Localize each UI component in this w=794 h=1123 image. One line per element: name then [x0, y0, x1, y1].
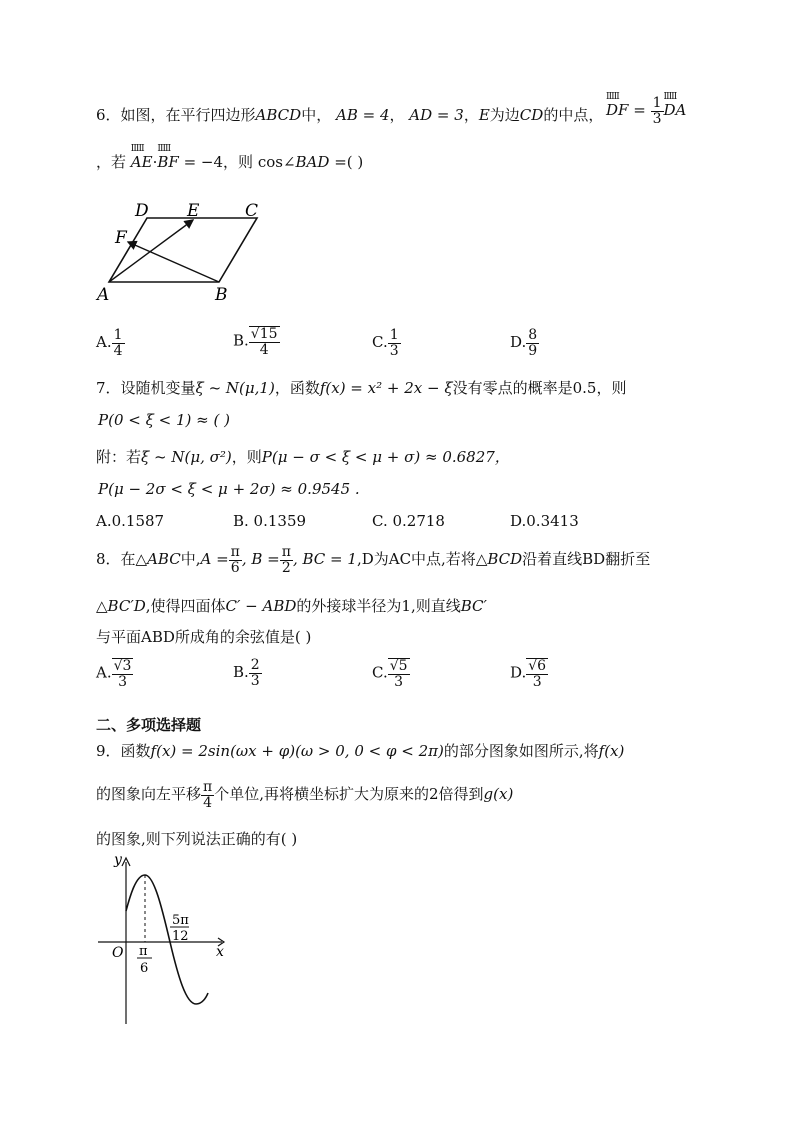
q7-distribution: ξ ~ N(μ,1) [195, 379, 275, 397]
tick-5pi-12-den: 12 [172, 929, 189, 944]
q6-df-expression [606, 92, 687, 127]
option-fraction [388, 658, 410, 689]
parallelogram-figure [95, 198, 270, 308]
q7-line3 [96, 446, 510, 467]
side-bc: , BC = 1 [292, 550, 357, 569]
label-f: F [115, 228, 127, 248]
q9-text: 个单位,再将横坐标扩大为原来的2倍得到 [214, 785, 484, 804]
frac-den: 3 [652, 110, 662, 127]
frac-num: 8 [528, 327, 538, 343]
q6-line2 [96, 144, 364, 172]
vector-df-label: DF [606, 101, 629, 120]
tetrahedron: C′ − ABD [225, 597, 297, 615]
frac-num: √15 [250, 326, 278, 342]
q7-function: f(x) = x² + 2x − ξ [319, 379, 453, 397]
fraction-pi-6 [229, 545, 242, 575]
option-fraction [388, 328, 401, 358]
vector-bf [157, 144, 179, 171]
q6-text: 中， [301, 106, 332, 124]
tick-pi-6-den: 6 [140, 961, 149, 976]
option-letter: C. [372, 333, 388, 352]
q9-line3: 的图象,则下列说法正确的有( ) [96, 830, 298, 848]
option-letter: A. [96, 663, 112, 682]
fraction-one-third [651, 96, 664, 126]
vector-da [663, 92, 687, 120]
triangle-bc-prime-d: △BC′D [96, 597, 146, 615]
frac-num: π [230, 544, 240, 560]
q7-normal: ξ ~ N(μ, σ²) [141, 448, 232, 466]
option-letter: B. [233, 331, 249, 350]
q6-text: 6．如图，在平行四边形 [96, 106, 256, 124]
q6-text: 为边 [489, 106, 520, 124]
q9-g: g(x) [483, 785, 514, 804]
angle-bad: BAD [295, 153, 330, 171]
option-fraction [526, 328, 539, 358]
vector-da-label: DA [663, 101, 687, 120]
q9-line1 [96, 740, 624, 761]
q7-option-c[interactable]: C. 0.2718 [372, 512, 445, 530]
q9-text: 9．函数 [96, 742, 151, 760]
line-bc-prime: BC′ [460, 597, 487, 615]
frac-den: 3 [394, 673, 404, 690]
option-fraction [526, 658, 548, 689]
q9-function: f(x) = 2sin(ωx + φ)(ω > 0, 0 < φ < 2π) [150, 742, 444, 760]
answer-paren: =( ) [334, 153, 364, 171]
q8-line3: 与平面ABD所成角的余弦值是( ) [96, 628, 312, 646]
q7-text: ，函数 [274, 379, 320, 397]
dot-operator: · [152, 153, 158, 171]
q8-text: 的外接球半径为1,则直线 [296, 597, 461, 615]
q6-text: ，若 [96, 153, 127, 171]
q6-text: = −4，则 [183, 153, 254, 171]
cos-label: cos∠ [257, 153, 296, 171]
q6-option-c[interactable] [372, 328, 401, 358]
q9-line2 [96, 780, 513, 810]
q7-prob-sigma: P(μ − σ < ξ < μ + σ) ≈ 0.6827， [261, 448, 510, 466]
label-origin: O [112, 945, 124, 961]
q6-ad: AD = 3 [409, 106, 464, 124]
q8-text: ,使得四面体 [145, 597, 226, 615]
q9-f: f(x) [598, 742, 625, 760]
option-fraction [249, 326, 280, 357]
label-d: D [135, 201, 149, 221]
vector-mark: ⅢⅡ [663, 92, 677, 103]
q8-text: 中, [180, 550, 201, 569]
vector-mark: ⅢⅡ [130, 144, 144, 154]
tick-5pi-12-num: 5π [172, 913, 189, 928]
tick-pi-6-num: π [139, 944, 148, 959]
q7-option-b[interactable]: B. 0.1359 [233, 512, 307, 530]
option-fraction [112, 328, 125, 358]
frac-den: 3 [389, 342, 399, 359]
q7-text: 7．设随机变量 [96, 379, 196, 397]
frac-den: 3 [250, 672, 260, 689]
q8-line2 [96, 595, 487, 616]
q7-line4: P(μ − 2σ < ξ < μ + 2σ) ≈ 0.9545 . [98, 480, 360, 498]
q9-text: 的部分图象如图所示,将 [443, 742, 599, 760]
fraction-pi-2 [280, 545, 293, 575]
vector-ae-label: AE [130, 153, 153, 171]
frac-den: 9 [528, 342, 538, 359]
q8-option-c[interactable] [372, 658, 410, 689]
q7-text: ，则 [231, 448, 262, 466]
option-fraction [249, 658, 262, 688]
frac-den: 6 [230, 559, 240, 576]
q6-cd: CD [519, 106, 544, 124]
option-letter: C. [372, 663, 388, 682]
option-letter: B. [233, 663, 249, 682]
q8-line1 [96, 545, 650, 575]
frac-den: 4 [203, 794, 213, 811]
label-x: x [216, 944, 224, 960]
q7-line2: P(0 < ξ < 1) ≈ ( ) [98, 411, 230, 429]
option-letter: D. [510, 663, 527, 682]
vector-bf-label: BF [157, 153, 179, 171]
q8-text: ,D为AC中点,若将 [356, 550, 476, 569]
label-b: B [215, 285, 228, 305]
q6-line1 [96, 104, 603, 125]
q6-sep: ， [389, 106, 405, 124]
label-c: C [245, 201, 259, 221]
q7-text: 附：若 [96, 448, 142, 466]
fraction-pi-4 [201, 780, 214, 810]
angle-b: , B = [241, 550, 280, 569]
vector-mark: ⅢⅡ [606, 92, 619, 103]
q7-text: 没有零点的概率是0.5，则 [452, 379, 627, 397]
q7-option-a[interactable]: A.0.1587 [96, 512, 165, 530]
q9-text: 的图象向左平移 [96, 785, 202, 804]
q8-option-d[interactable] [510, 658, 548, 689]
frac-den: 3 [532, 673, 542, 690]
option-letter: D. [510, 333, 527, 352]
angle-a: A = [200, 550, 229, 569]
frac-den: 2 [281, 559, 291, 576]
label-y: y [114, 852, 122, 868]
frac-num: √3 [113, 658, 132, 674]
q6-option-b[interactable] [233, 326, 280, 357]
frac-num: 1 [652, 95, 662, 111]
vector-bf-arrow [128, 242, 219, 282]
q8-option-b[interactable] [233, 658, 262, 688]
section-heading-multiple-choice: 二、多项选择题 [96, 716, 202, 734]
triangle-bcd: △BCD [475, 550, 523, 569]
vector-mark: ⅢⅡ [157, 144, 171, 154]
sine-graph-figure [92, 848, 232, 1026]
frac-num: √5 [389, 658, 408, 674]
label-e: E [187, 201, 200, 221]
q7-option-d[interactable]: D.0.3413 [510, 512, 579, 530]
q6-ab: AB = 4 [335, 106, 390, 124]
frac-num: π [281, 544, 291, 560]
q8-option-a[interactable] [96, 658, 133, 689]
q6-abcd: ABCD [255, 106, 302, 124]
triangle-abc: △ABC [135, 550, 181, 569]
option-letter: A. [96, 333, 112, 352]
vector-ae [130, 144, 153, 171]
q6-option-d[interactable] [510, 328, 539, 358]
q7-line1 [96, 377, 626, 398]
option-fraction [112, 658, 134, 689]
label-a: A [97, 285, 110, 305]
frac-num: 2 [250, 657, 260, 673]
q6-option-a[interactable] [96, 328, 125, 358]
frac-num: 1 [113, 327, 123, 343]
vector-df [606, 92, 629, 120]
frac-den: 4 [259, 341, 269, 358]
frac-num: 1 [389, 327, 399, 343]
q8-text: 8．在 [96, 550, 136, 569]
q6-e: E [478, 106, 490, 124]
equals: = [633, 101, 646, 120]
q8-text: 沿着直线BD翻折至 [522, 550, 651, 569]
frac-den: 3 [118, 673, 127, 690]
sine-curve [126, 875, 208, 1004]
frac-num: π [203, 779, 213, 795]
q6-sep: ， [463, 106, 479, 124]
frac-num: √6 [528, 658, 547, 674]
q6-text: 的中点， [543, 106, 604, 124]
frac-den: 4 [113, 342, 123, 359]
